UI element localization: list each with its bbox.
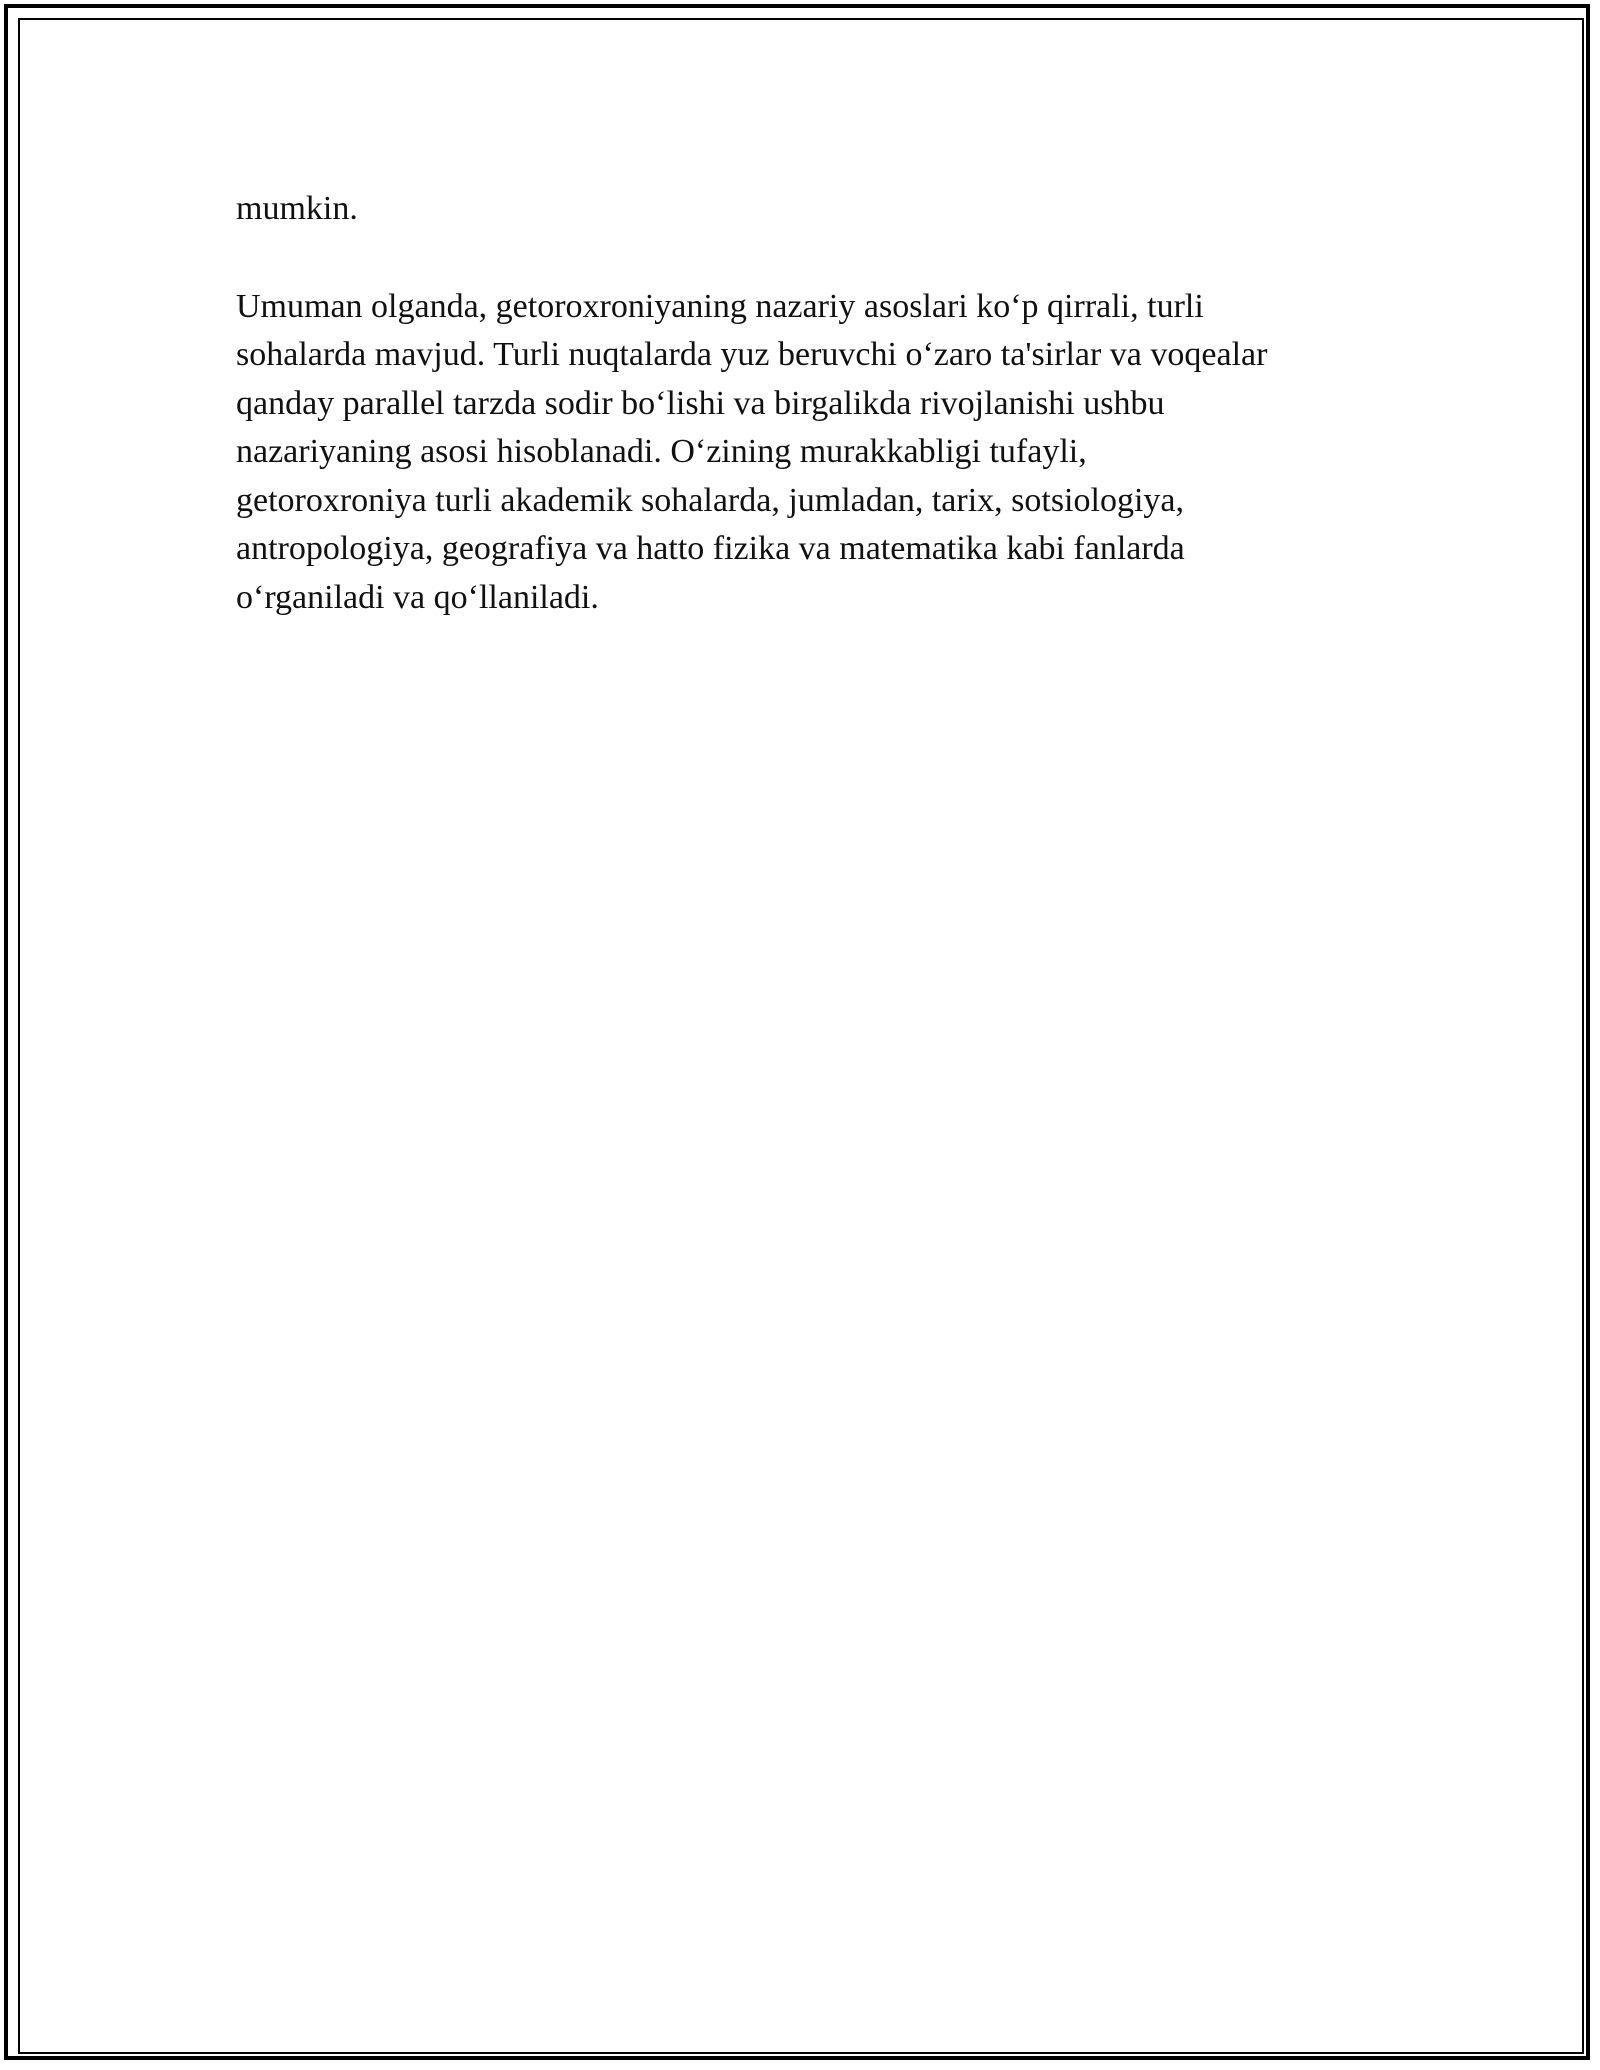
text-line: qanday parallel tarzda sodir boʻlishi va birgalikda rivojlanishi ushbu xyxy=(236,384,1165,422)
text-line: mumkin. xyxy=(236,190,358,227)
text-line: nazariyaning asosi hisoblanadi. Oʻzining murakkabligi tufayli, xyxy=(236,433,1087,470)
document-body xyxy=(236,185,1376,622)
paragraph-continuation xyxy=(236,185,1376,234)
text-line: antropologiya, geografiya va hatto fizika va matematika kabi fanlarda xyxy=(236,530,1185,567)
text-line: getoroxroniya turli akademik sohalarda, jumladan, tarix, sotsiologiya, xyxy=(236,481,1184,519)
paragraph-spacing xyxy=(236,234,1376,283)
paragraph-summary xyxy=(236,283,1376,623)
text-line: sohalarda mavjud. Turli nuqtalarda yuz beruvchi oʻzaro ta'sirlar va voqealar xyxy=(236,336,1268,373)
text-line: Umuman olganda, getoroxroniyaning nazariy asoslari koʻp qirrali, turli xyxy=(236,287,1204,325)
text-line: oʻrganiladi va qoʻllaniladi. xyxy=(236,578,599,616)
